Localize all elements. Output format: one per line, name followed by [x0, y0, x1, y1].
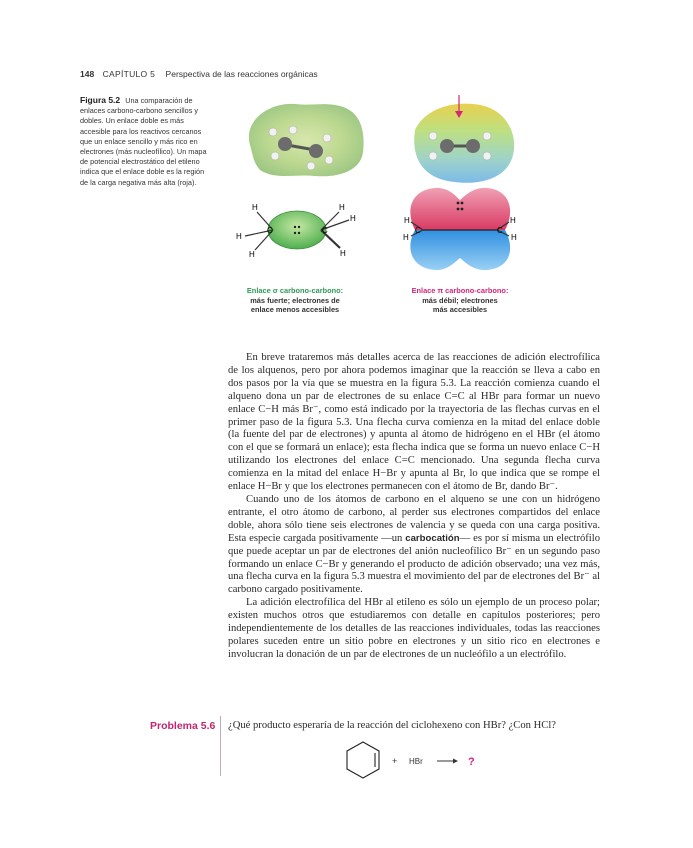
- svg-text:H: H: [404, 216, 410, 225]
- svg-text:H: H: [339, 203, 345, 212]
- paragraph: La adición electrofílica del HBr al etileno es sólo un ejemplo de un proceso polar; existen muchos otros que estudiaremos con detalle en capítulos posteriores; pero independientemente de los detalles de las reacciones individuales, todas las reacciones polares suceden entre un sitio pobre en electrones y un sitio rico en electrones e involucran la donación de un par de electrones de un nucleófilo a un electrófilo.: [228, 597, 600, 660]
- page-header: [80, 69, 318, 79]
- svg-text:H: H: [403, 233, 409, 242]
- svg-text:C: C: [267, 226, 273, 235]
- term-carbocation: carbocatión: [405, 532, 460, 544]
- reaction-scheme: [345, 738, 485, 782]
- problem-label: Problema 5.6: [150, 720, 216, 732]
- sigma-bond-line: más fuerte; electrones de: [250, 295, 340, 305]
- sigma-bond-label: [220, 286, 370, 315]
- svg-text:C: C: [497, 226, 503, 235]
- chapter-title: Perspectiva de las reacciones orgánicas: [165, 69, 318, 79]
- ethylene-potential-map: [414, 95, 514, 183]
- plus-sign: +: [392, 756, 398, 766]
- pi-bond-label: [385, 286, 535, 315]
- pi-bond-line: más accesibles: [432, 305, 488, 315]
- figure-caption: [80, 95, 210, 188]
- svg-text:H: H: [510, 216, 516, 225]
- page-number: 148: [80, 69, 95, 79]
- svg-text:H: H: [350, 214, 356, 223]
- body-text: [228, 352, 600, 662]
- ethane-potential-map: [249, 104, 364, 176]
- chapter-number: CAPÍTULO 5: [102, 69, 156, 79]
- svg-text:H: H: [340, 249, 346, 258]
- figure-illustration: [215, 90, 555, 285]
- svg-text:H: H: [249, 250, 255, 259]
- reagent-hbr: HBr: [409, 757, 423, 766]
- cyclohexene-ring: [347, 742, 379, 778]
- figure-label: Figura 5.2: [80, 95, 121, 105]
- pi-bond-line: más débil; electrones: [422, 295, 498, 305]
- unknown-product: ?: [468, 756, 475, 768]
- svg-text:C: C: [322, 226, 328, 235]
- paragraph: [228, 494, 600, 597]
- svg-text:C: C: [415, 226, 421, 235]
- svg-text:H: H: [252, 203, 258, 212]
- paragraph: En breve trataremos más detalles acerca de las reacciones de adición electrofílica de los alquenos, pero por ahora podemos imaginar que la reacción se lleva a cabo en dos pasos por la vía que se muestra en la figura 5.3. La reacción comienza cuando el alqueno dona un par de electrones de su enlace C=C al HBr para formar un nuevo enlace C−H más Br⁻, como está indicado por la trayectoria de las flechas curvas en el primer paso de la figura 5.3. Una flecha curva comienza en la mitad del enlace doble (la fuente del par de electrones) y apunta al átomo de hidrógeno en el HBr (el átomo con el que se formará un enlace); esta flecha indica que se forma un nuevo enlace C−H utilizando los electrones del enlace C=C mencionado. Una segunda flecha curva comienza en la mitad del enlace H−Br y apunta al Br, lo que indica que se rompe el enlace H−Br y que los electrones permanecen con el átomo de Br, dando Br⁻.: [228, 352, 600, 493]
- svg-text:H: H: [236, 232, 242, 241]
- pi-bond-heading: Enlace π carbono-carbono:: [411, 286, 509, 295]
- problem-question: ¿Qué producto esperaría de la reacción del ciclohexeno con HBr? ¿Con HCl?: [228, 720, 556, 731]
- sigma-bond-line: enlace menos accesibles: [250, 305, 340, 315]
- pi-bond-orbital: [403, 188, 517, 270]
- paragraph-text: Cuando uno de los átomos de carbono en el alqueno se une con un hidrógeno entrante, el otro átomo de carbono, al perder sus electrones compartidos del enlace doble, ahora sólo tiene seis electrones de valencia y se queda con una carga positiva. Esta especie cargada positivamente —un: [228, 493, 600, 544]
- sigma-bond-heading: Enlace σ carbono-carbono:: [246, 286, 344, 295]
- svg-text:H: H: [511, 233, 517, 242]
- sigma-bond-orbital: [236, 203, 356, 259]
- problem-divider: [220, 716, 221, 776]
- figure-caption-text: Una comparación de enlaces carbono-carbono sencillos y dobles. Un enlace doble es más accesible para los reactivos cercanos que un enlace sencillo y más rico en electrones (más nucleofílico). Un mapa de potencial electrostático del etileno indica que el enlace doble es la región de la carga negativa más alta (roja).: [80, 96, 207, 187]
- paragraph-text: — es por sí misma un electrófilo que puede aceptar un par de electrones del anión nucleofílico Br⁻ en un segundo paso formando un enlace C−Br y generando el producto de adición observado; una vez más, una flecha curva en la figura 5.3 muestra el movimiento del par de electrones del Br⁻ al carbono cargado positivamente.: [228, 532, 600, 596]
